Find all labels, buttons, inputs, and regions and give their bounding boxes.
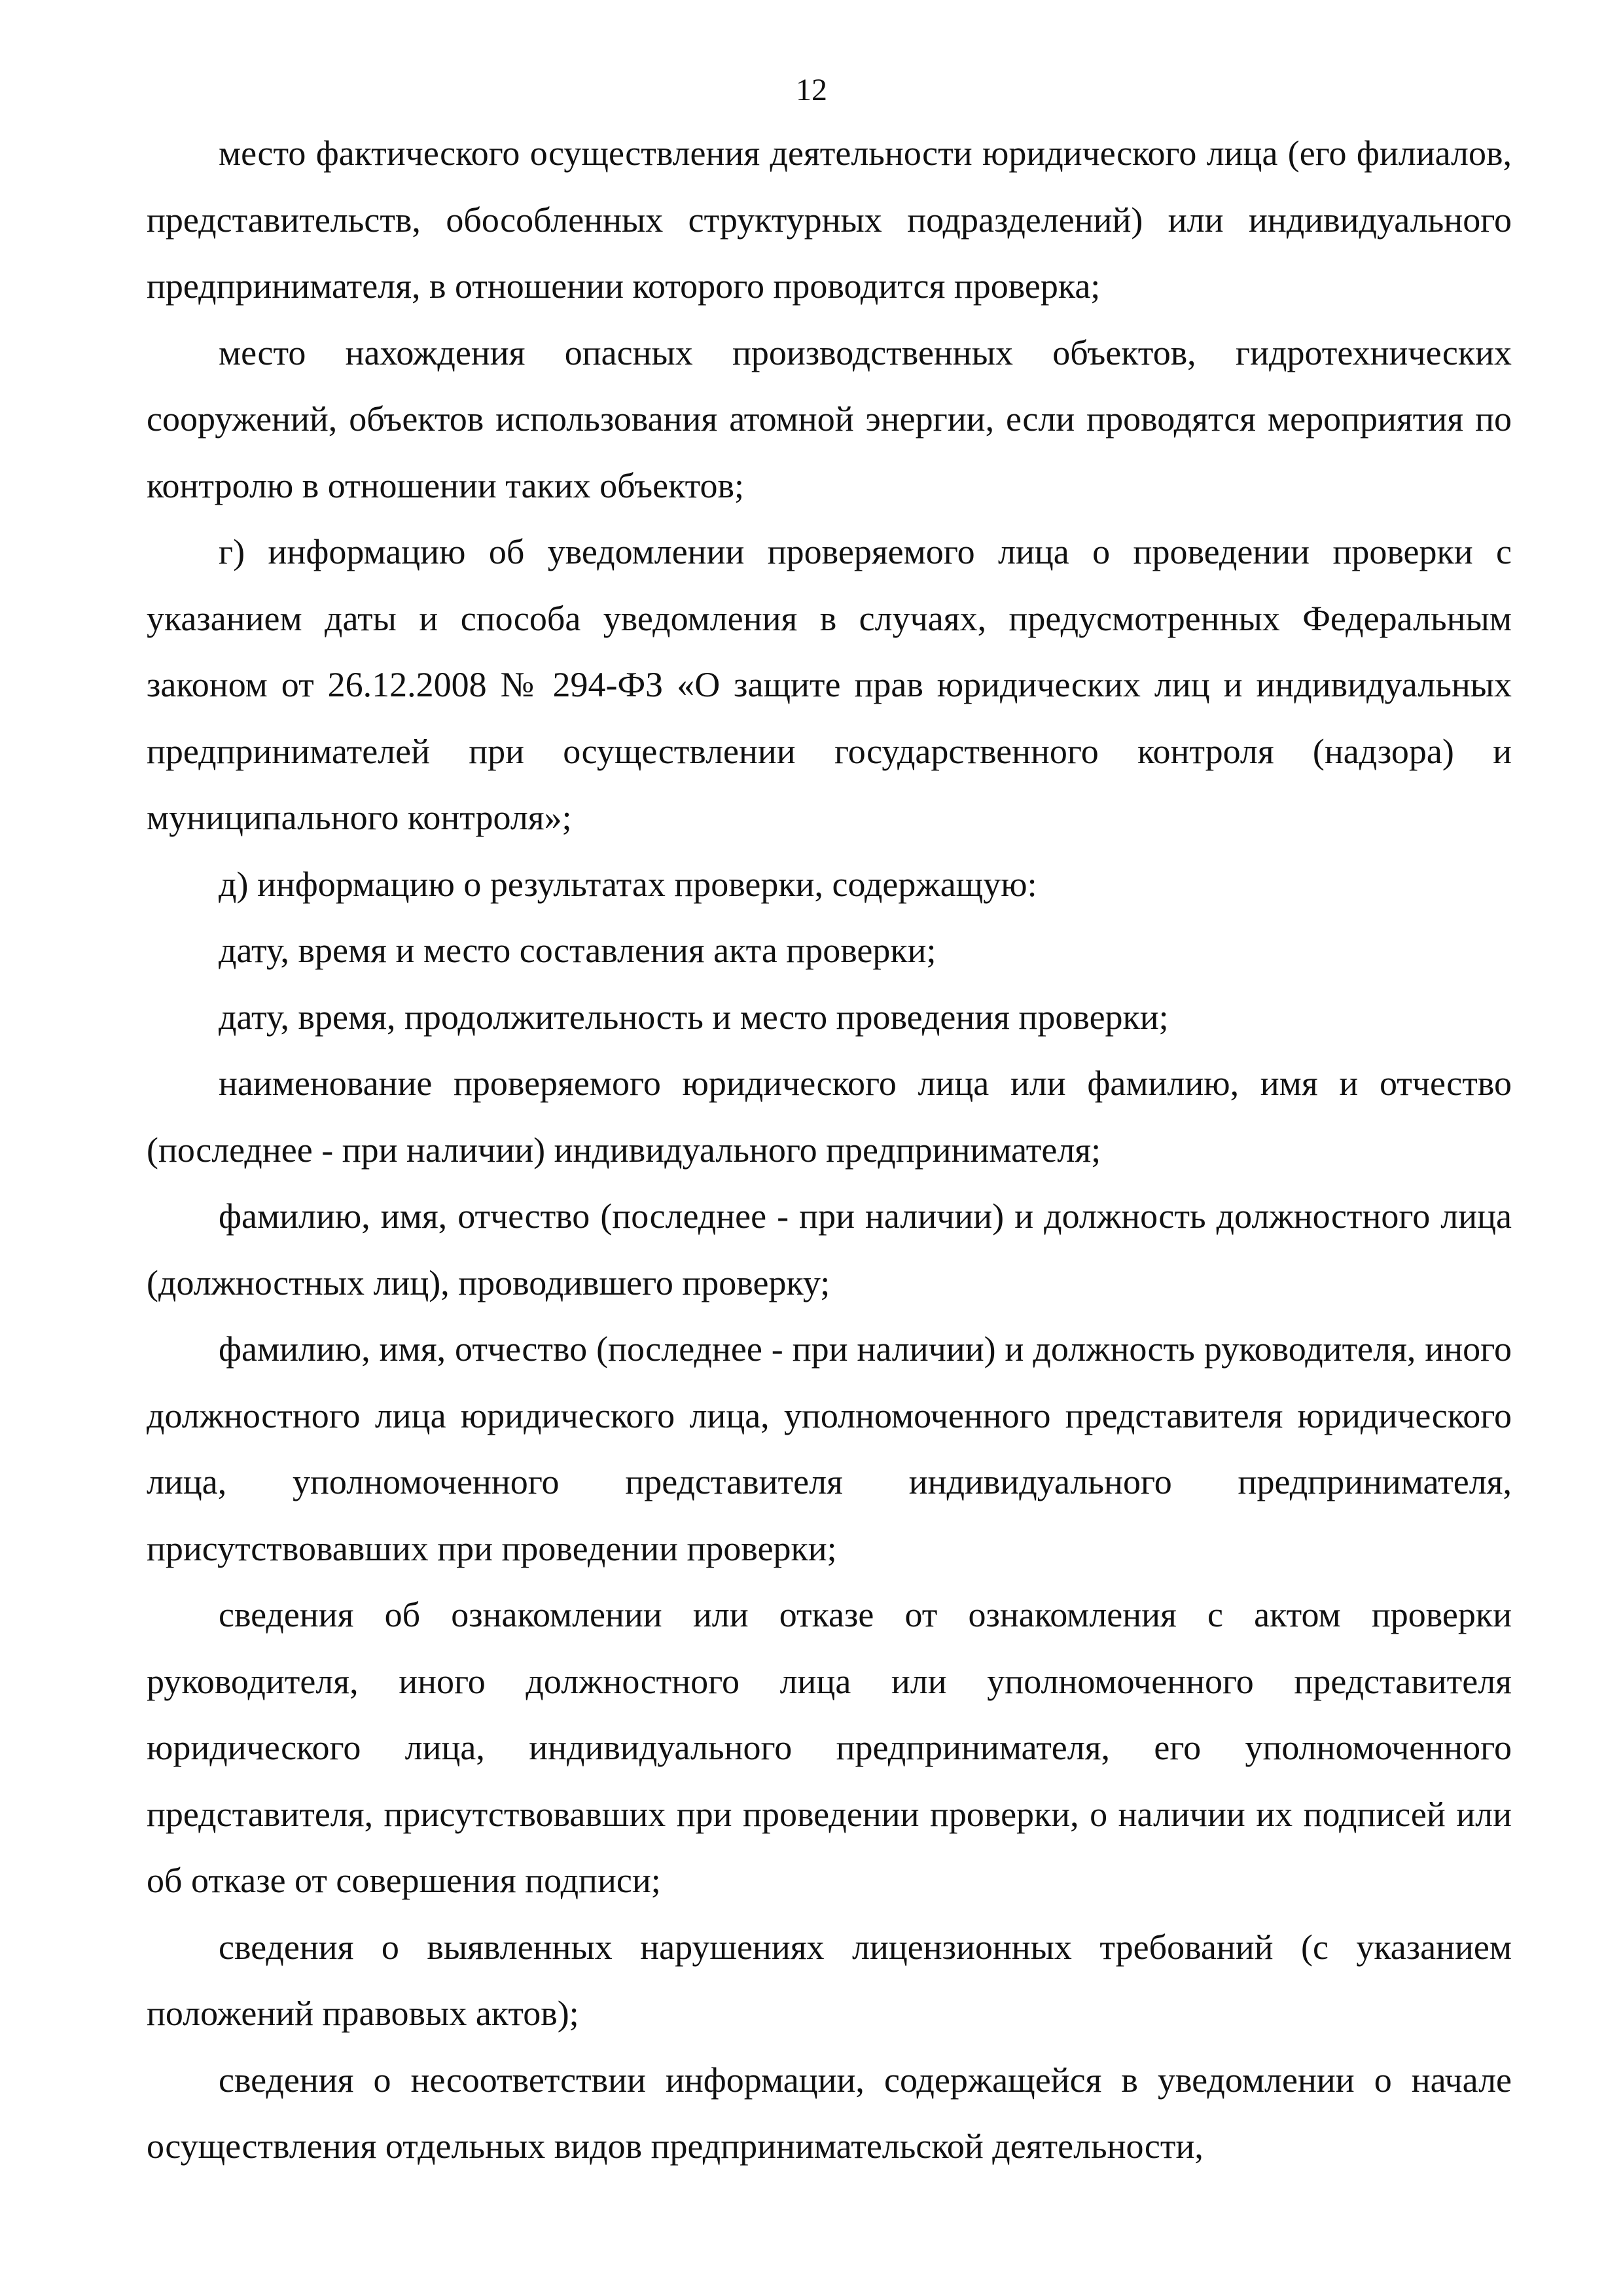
paragraph-inspection-duration: дату, время, продолжительность и место проведения проверки; [219, 997, 1169, 1037]
paragraph-inspected-entity-name: наименование проверяемого юридического лица или фамилию, имя и отчество (последнее - при наличии) индивидуального предпринимателя; [147, 1064, 1512, 1170]
paragraph-notification-mismatch: сведения о несоответствии информации, содержащейся в уведомлении о начале осуществления отдельных видов предпринимательской деятельности, [147, 2060, 1512, 2166]
page-number: 12 [796, 73, 827, 107]
paragraph-present-representatives: фамилию, имя, отчество (последнее - при наличии) и должность руководителя, иного должностного лица юридического лица, уполномоченного представителя юридического лица, уполномоченного представителя индивидуального предпринимателя, присутствовавших при проведении проверки; [147, 1329, 1512, 1568]
paragraph-activity-location: место фактического осуществления деятельности юридического лица (его филиалов, представительств, обособленных структурных подразделений) или индивидуального предпринимателя, в отношении которого проводится проверка; [147, 134, 1512, 306]
paragraph-license-violations: сведения о выявленных нарушениях лицензионных требований (с указанием положений правовых актов); [147, 1927, 1512, 2033]
paragraph-acquaintance-with-act: сведения об ознакомлении или отказе от ознакомления с актом проверки руководителя, иного должностного лица или уполномоченного представителя юридического лица, индивидуального предпринимателя, его уполномоченного представителя, присутствовавших при проведении проверки, о наличии их подписей или об отказе от совершения подписи; [147, 1595, 1512, 1900]
paragraph-inspector-names: фамилию, имя, отчество (последнее - при наличии) и должность должностного лица (должностных лиц), проводившего проверку; [147, 1196, 1512, 1302]
paragraph-act-date-place: дату, время и место составления акта проверки; [219, 931, 936, 970]
paragraph-item-g-notification: г) информацию об уведомлении проверяемого лица о проведении проверки с указанием даты и способа уведомления в случаях, предусмотренных Федеральным законом от 26.12.2008 № 294-ФЗ «О защите прав юридических лиц и индивидуальных предпринимателей при осуществлении государственного контроля (надзора) и муниципального контроля»; [147, 532, 1512, 837]
paragraph-item-d-results: д) информацию о результатах проверки, содержащую: [219, 864, 1037, 904]
paragraph-hazardous-objects-location: место нахождения опасных производственных объектов, гидротехнических сооружений, объектов использования атомной энергии, если проводятся мероприятия по контролю в отношении таких объектов; [147, 332, 1512, 505]
document-body [147, 120, 1512, 2180]
